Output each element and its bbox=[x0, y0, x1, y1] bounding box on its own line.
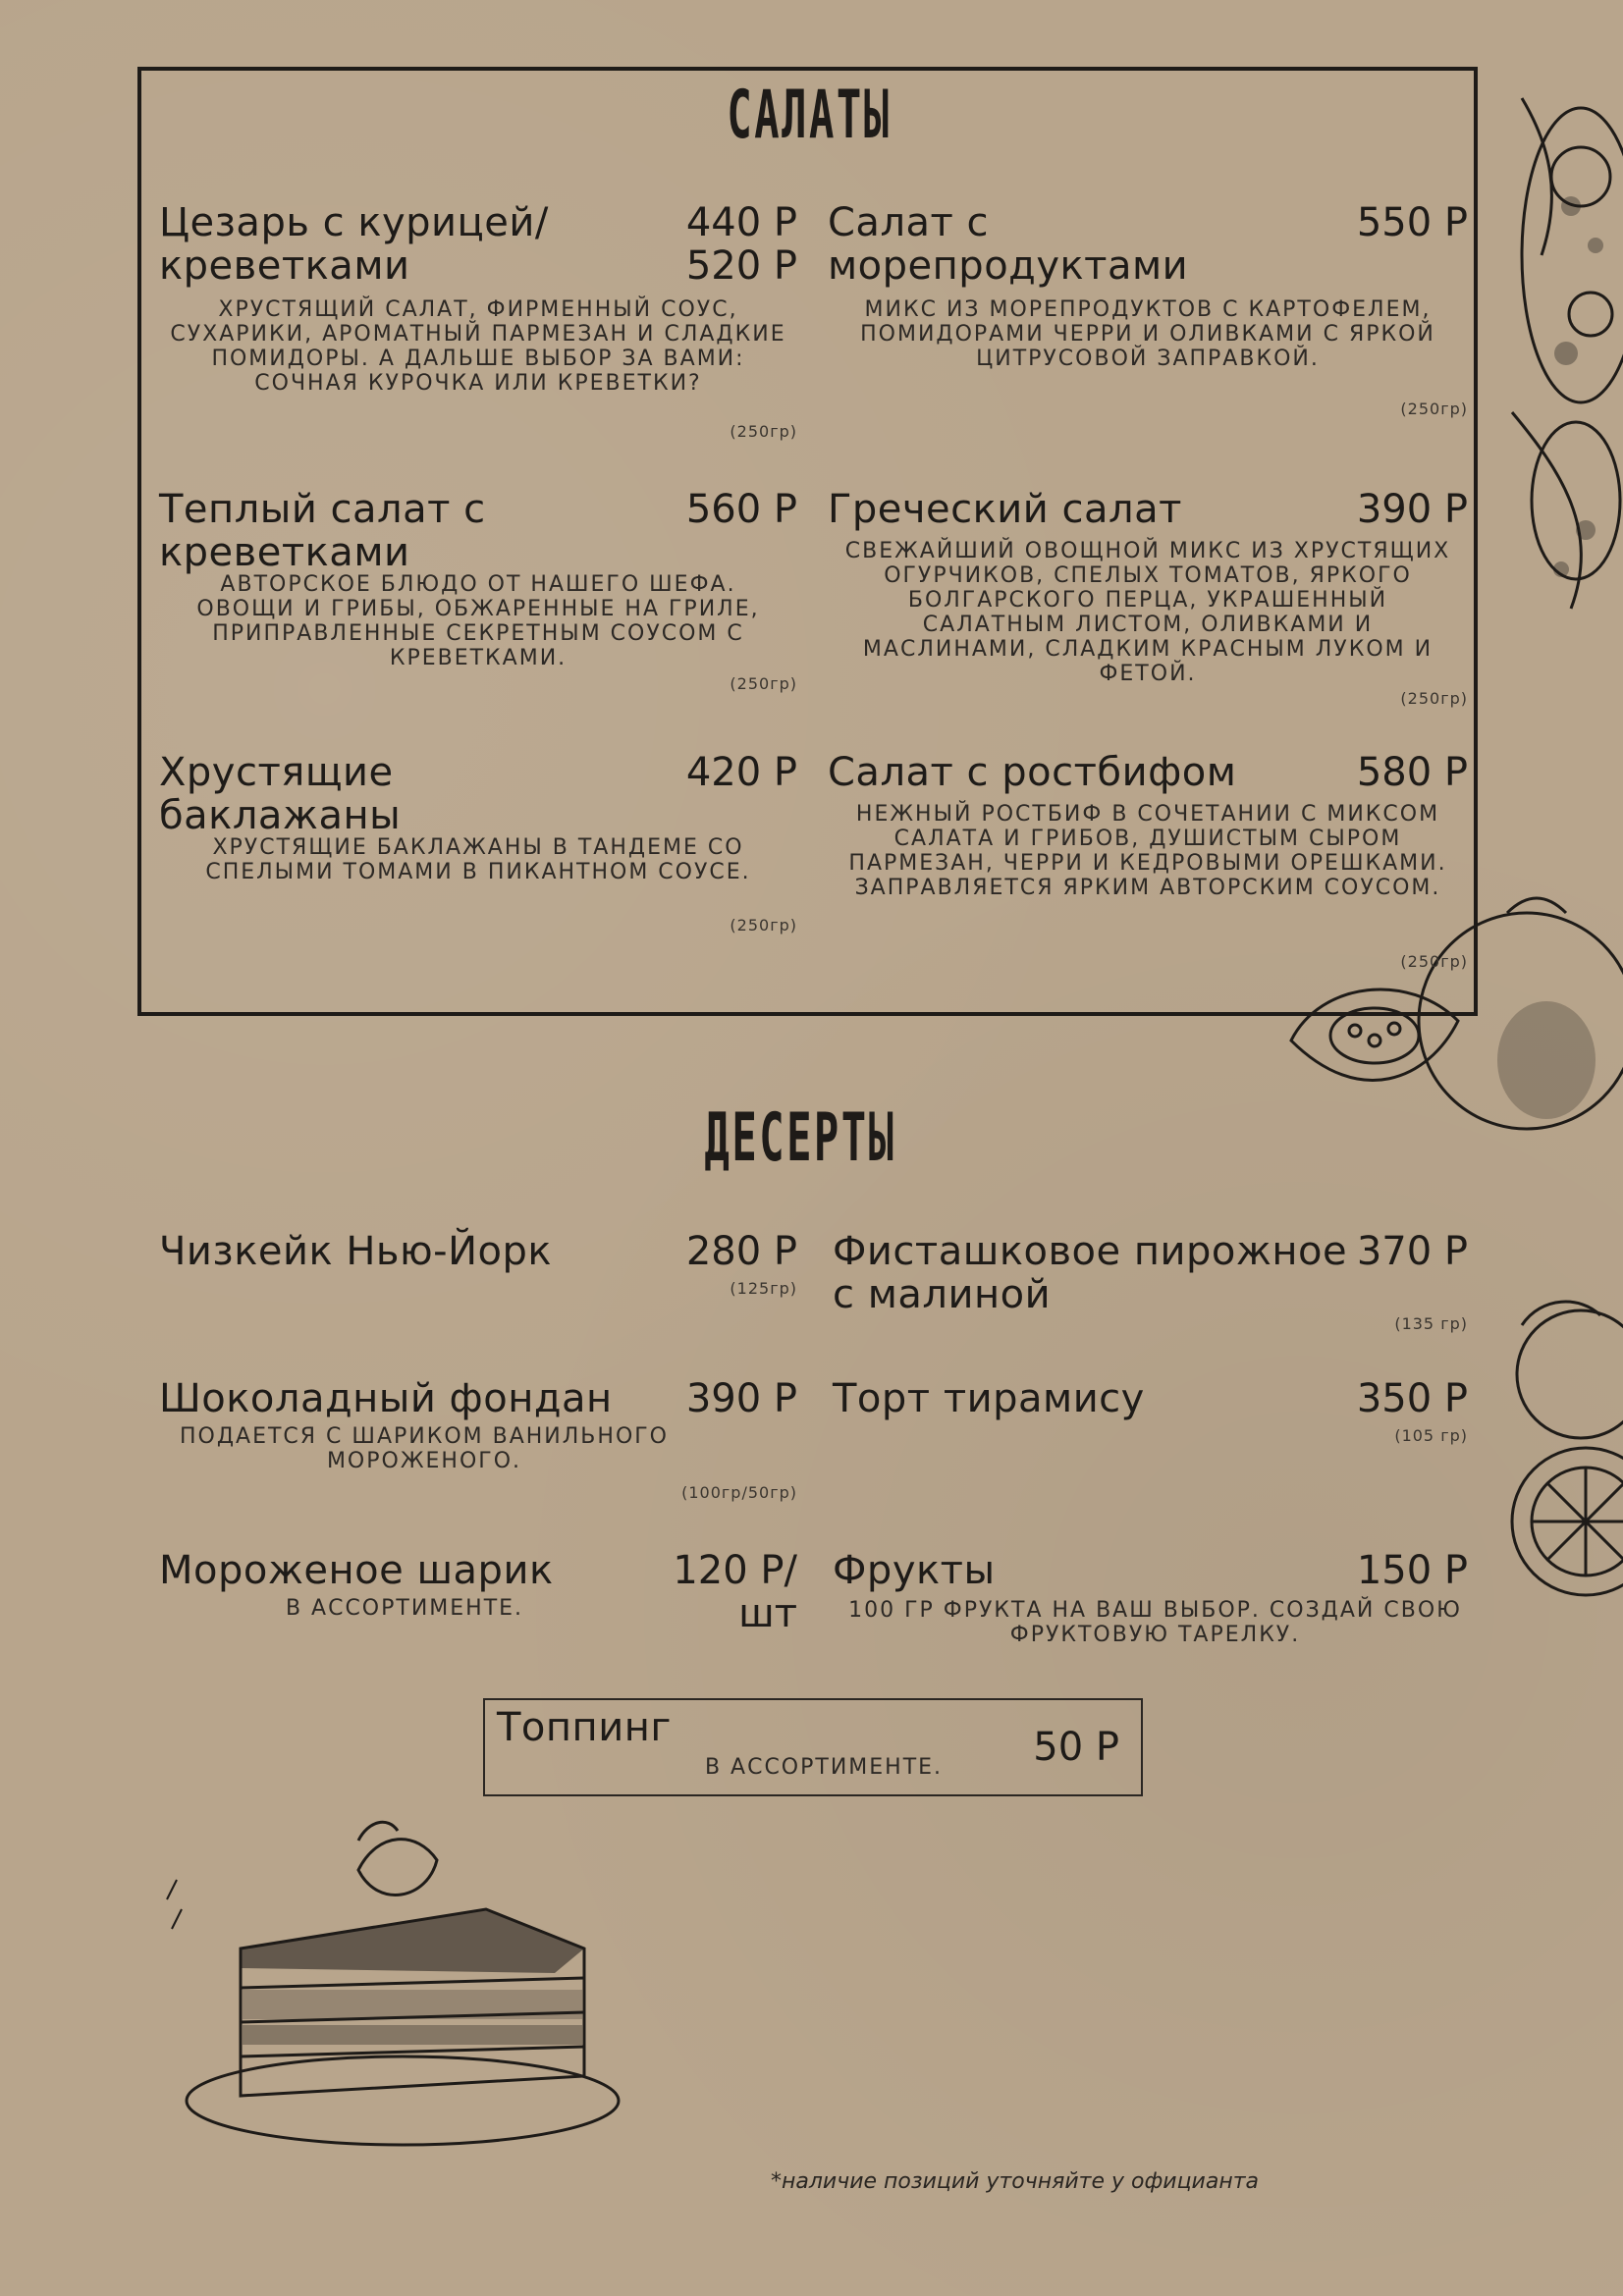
item-price: 390 Р bbox=[1356, 487, 1468, 532]
menu-item bbox=[159, 1377, 797, 1515]
item-desc: НЕЖНЫЙ РОСТБИФ В СОЧЕТАНИИ С МИКСОМ САЛАТА И ГРИБОВ, ДУШИСТЫМ СЫРОМ ПАРМЕЗАН, ЧЕРРИ И КЕДРОВЫМИ ОРЕШКАМИ. ЗАПРАВЛЯЕТСЯ ЯРКИМ АВТОРСКИМ СОУСОМ. bbox=[848, 802, 1447, 900]
item-weight: (135 гр) bbox=[1394, 1314, 1468, 1333]
cake-slice-illustration bbox=[162, 1801, 653, 2174]
item-weight: (250гр) bbox=[730, 422, 797, 441]
item-name: Мороженое шарик bbox=[159, 1548, 554, 1593]
item-weight: (250гр) bbox=[1400, 400, 1468, 418]
item-price: 560 Р bbox=[685, 487, 797, 532]
item-weight: (250гр) bbox=[1400, 952, 1468, 971]
salads-title: САЛАТЫ bbox=[727, 77, 892, 154]
item-name: Чизкейк Нью-Йорк bbox=[159, 1229, 553, 1274]
item-desc: СВЕЖАЙШИЙ ОВОЩНОЙ МИКС ИЗ ХРУСТЯЩИХ ОГУРЧИКОВ, СПЕЛЫХ ТОМАТОВ, ЯРКОГО БОЛГАРСКОГО ПЕРЦА, УКРАШЕННЫЙ САЛАТНЫМ ЛИСТОМ, ОЛИВКАМИ И МАСЛИНАМИ, СЛАДКИМ КРАСНЫМ ЛУКОМ И ФЕТОЙ. bbox=[844, 539, 1451, 686]
item-price: 390 Р bbox=[685, 1376, 797, 1421]
item-weight: (250гр) bbox=[730, 674, 797, 693]
item-desc: АВТОРСКОЕ БЛЮДО ОТ НАШЕГО ШЕФА. ОВОЩИ И ГРИБЫ, ОБЖАРЕННЫЕ НА ГРИЛЕ, ПРИПРАВЛЕННЫЕ СЕКРЕТНЫМ СОУСОМ С КРЕВЕТКАМИ. bbox=[196, 572, 760, 670]
item-weight: (105 гр) bbox=[1394, 1426, 1468, 1445]
footnote: *наличие позиций уточняйте у официанта bbox=[771, 2169, 1260, 2194]
item-name: Хрустящие баклажаны bbox=[159, 750, 402, 838]
menu-item bbox=[159, 1549, 797, 1657]
item-weight: (125гр) bbox=[730, 1279, 797, 1298]
item-price: 580 Р bbox=[1356, 750, 1468, 795]
item-name: Фрукты bbox=[833, 1548, 996, 1593]
salad-bowl-illustration bbox=[1473, 59, 1623, 736]
menu-item bbox=[159, 751, 797, 947]
menu-item bbox=[833, 1377, 1468, 1456]
item-name: Салат с ростбифом bbox=[828, 750, 1237, 795]
menu-item bbox=[159, 488, 797, 704]
item-name: Цезарь с курицей/ креветками bbox=[159, 200, 549, 289]
menu-item bbox=[828, 751, 1468, 977]
topping-price: 50 Р bbox=[1033, 1725, 1119, 1770]
item-name: Фисташковое пирожное с малиной bbox=[833, 1229, 1348, 1317]
item-desc: ХРУСТЯЩИЕ БАКЛАЖАНЫ В ТАНДЕМЕ СО СПЕЛЫМИ ТОМАМИ В ПИКАНТНОМ СОУСЕ. bbox=[205, 835, 751, 884]
menu-item bbox=[833, 1230, 1468, 1338]
menu-item bbox=[828, 201, 1468, 427]
item-price: 120 Р/ шт bbox=[673, 1548, 797, 1636]
item-price: 350 Р bbox=[1356, 1376, 1468, 1421]
item-weight: (250гр) bbox=[1400, 689, 1468, 708]
menu-item bbox=[159, 1230, 797, 1308]
item-price: 150 Р bbox=[1356, 1548, 1468, 1593]
item-price: 370 Р bbox=[1356, 1229, 1468, 1274]
desserts-title: ДЕСЕРТЫ bbox=[704, 1099, 896, 1177]
item-price: 420 Р bbox=[685, 750, 797, 795]
item-desc: ПОДАЕТСЯ С ШАРИКОМ ВАНИЛЬНОГО МОРОЖЕНОГО. bbox=[179, 1424, 669, 1473]
menu-item bbox=[828, 488, 1468, 714]
item-weight: (250гр) bbox=[730, 916, 797, 934]
item-desc: В АССОРТИМЕНТЕ. bbox=[285, 1596, 524, 1621]
topping-desc: В АССОРТИМЕНТЕ. bbox=[704, 1755, 944, 1780]
orange-illustration bbox=[1463, 1286, 1623, 1610]
item-price: 440 Р 520 Р bbox=[685, 200, 797, 289]
topping-name: Топпинг bbox=[497, 1705, 672, 1750]
item-name: Торт тирамису bbox=[833, 1376, 1145, 1421]
item-name: Греческий салат bbox=[828, 487, 1182, 532]
item-desc: ХРУСТЯЩИЙ САЛАТ, ФИРМЕННЫЙ СОУС, СУХАРИКИ, АРОМАТНЫЙ ПАРМЕЗАН И СЛАДКИЕ ПОМИДОРЫ. А ДАЛЬШЕ ВЫБОР ЗА ВАМИ: СОЧНАЯ КУРОЧКА ИЛИ КРЕВЕТКИ? bbox=[170, 297, 786, 396]
item-desc: 100 ГР ФРУКТА НА ВАШ ВЫБОР. СОЗДАЙ СВОЮ ФРУКТОВУЮ ТАРЕЛКУ. bbox=[848, 1598, 1462, 1647]
item-name: Шоколадный фондан bbox=[159, 1376, 613, 1421]
topping-box bbox=[483, 1698, 1143, 1796]
item-desc: МИКС ИЗ МОРЕПРОДУКТОВ С КАРТОФЕЛЕМ, ПОМИДОРАМИ ЧЕРРИ И ОЛИВКАМИ С ЯРКОЙ ЦИТРУСОВОЙ ЗАПРАВКОЙ. bbox=[860, 297, 1435, 371]
item-weight: (100гр/50гр) bbox=[681, 1483, 797, 1502]
menu-item bbox=[833, 1549, 1468, 1657]
item-price: 280 Р bbox=[685, 1229, 797, 1274]
item-name: Теплый салат с креветками bbox=[159, 487, 486, 575]
menu-item bbox=[159, 201, 797, 456]
item-price: 550 Р bbox=[1356, 200, 1468, 245]
item-name: Салат с морепродуктами bbox=[828, 200, 1189, 289]
